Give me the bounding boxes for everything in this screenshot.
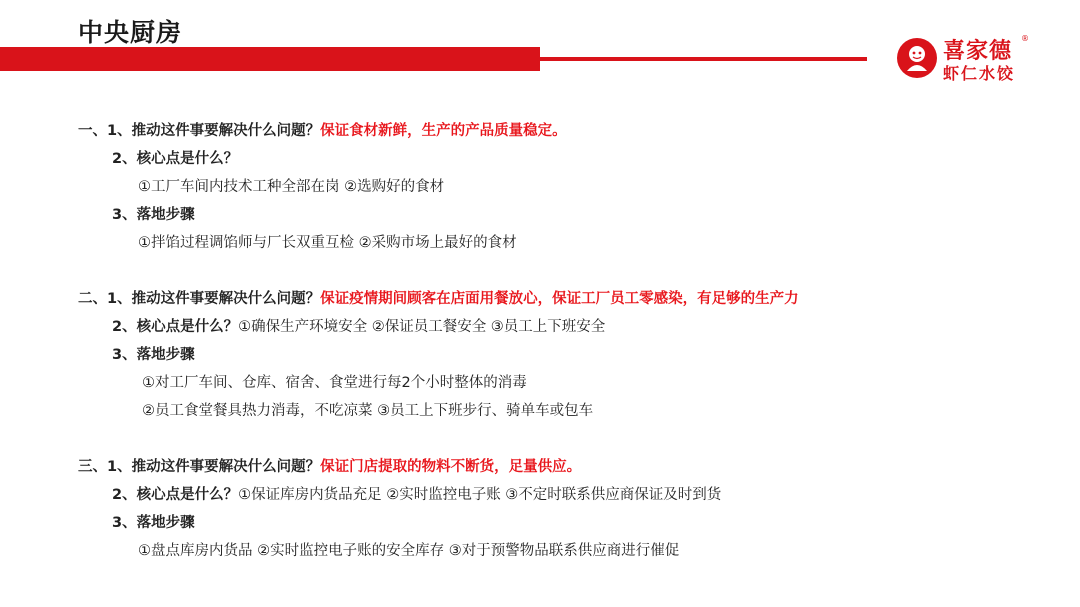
core-inline: ①保证库房内货品充足 ②实时监控电子账 ③不定时联系供应商保证及时到货 — [238, 487, 722, 503]
question-answer: 保证疫情期间顾客在店面用餐放心，保证工厂员工零感染，有足够的生产力 — [320, 291, 799, 307]
section-3-question — [78, 457, 581, 477]
question-text: 三、1、推动这件事要解决什么问题？ — [78, 459, 321, 475]
section-1-core — [112, 149, 238, 169]
section-1-step-item: ①拌馅过程调馅师与厂长双重互检 ②采购市场上最好的食材 — [138, 235, 517, 251]
section-3-steps-label: 3、落地步骤 — [112, 515, 195, 531]
brand-name: 喜家德 — [943, 39, 1013, 64]
section-2-step-item: ②员工食堂餐具热力消毒，不吃凉菜 ③员工上下班步行、骑单车或包车 — [142, 403, 594, 419]
section-2-core — [112, 317, 605, 337]
question-answer: 保证食材新鲜，生产的产品质量稳定。 — [320, 123, 567, 139]
registered-mark: ® — [1021, 34, 1029, 43]
section-3-core — [112, 485, 721, 505]
section-2-question — [78, 289, 799, 309]
core-label: 2、核心点是什么？ — [112, 487, 239, 503]
core-label: 2、核心点是什么？ — [112, 319, 239, 335]
section-1-steps-label: 3、落地步骤 — [112, 207, 195, 223]
brand-subtitle: 虾仁水饺 — [943, 64, 1016, 83]
brand-emblem-icon — [896, 37, 938, 79]
question-answer: 保证门店提取的物料不断货，足量供应。 — [320, 459, 582, 475]
section-1-core-item: ①工厂车间内技术工种全部在岗 ②选购好的食材 — [138, 179, 445, 195]
section-1-question — [78, 121, 567, 141]
header-red-line — [540, 57, 867, 61]
section-2-steps-label: 3、落地步骤 — [112, 347, 195, 363]
section-2-step-item: ①对工厂车间、仓库、宿舍、食堂进行每2个小时整体的消毒 — [142, 375, 527, 391]
question-text: 二、1、推动这件事要解决什么问题？ — [78, 291, 321, 307]
core-inline: ①确保生产环境安全 ②保证员工餐安全 ③员工上下班安全 — [238, 319, 606, 335]
question-text: 一、1、推动这件事要解决什么问题？ — [78, 123, 321, 139]
section-3-step-item: ①盘点库房内货品 ②实时监控电子账的安全库存 ③对于预警物品联系供应商进行催促 — [138, 543, 680, 559]
core-label: 2、核心点是什么？ — [112, 151, 239, 167]
header-red-bar — [0, 47, 540, 71]
page-title: 中央厨房 — [78, 18, 183, 47]
brand-logo — [893, 34, 1053, 84]
